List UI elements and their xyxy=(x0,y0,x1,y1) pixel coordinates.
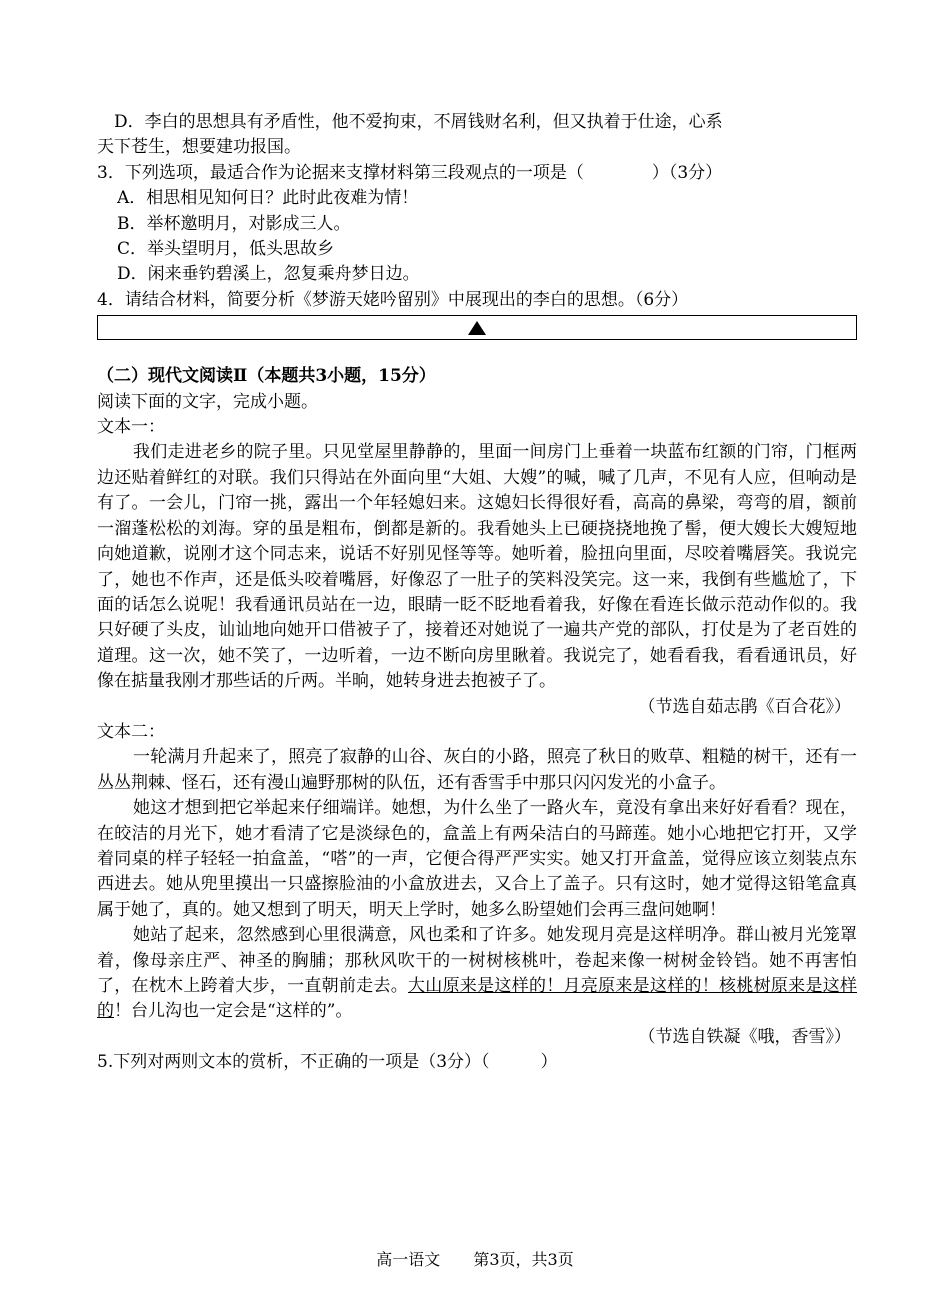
footer-page-number: 第3页，共3页 xyxy=(473,1250,574,1269)
footer-subject: 高一语文 xyxy=(376,1250,441,1269)
q5-stem: 5.下列对两则文本的赏析，不正确的一项是（3分）（ ） xyxy=(97,1052,558,1073)
q3-option-b: B．举杯邀明月，对影成三人。 xyxy=(117,213,351,234)
exam-page xyxy=(97,110,857,1076)
text2-paragraph-3 xyxy=(97,923,857,1025)
q2-option-d-line1: D．李白的思想具有矛盾性，他不爱拘束，不屑钱财名利，但又执着于仕途，心系 xyxy=(97,112,723,132)
text1-source: （节选自茹志鹃《百合花》） xyxy=(638,696,851,717)
section-instruction: 阅读下面的文字，完成小题。 xyxy=(97,391,318,412)
page-footer xyxy=(0,1247,950,1270)
text2-source: （节选自铁凝《哦，香雪》） xyxy=(638,1026,851,1047)
q3-option-a: A．相思相见知何日？此时此夜难为情！ xyxy=(117,188,419,209)
q3-option-d: D．闲来垂钓碧溪上，忽复乘舟梦日边。 xyxy=(117,264,420,285)
text2-label: 文本二： xyxy=(97,721,165,742)
text1-paragraph: 我们走进老乡的院子里。只见堂屋里静静的，里面一间房门上垂着一块蓝布红额的门帘，门框两边还贴着鲜红的对联。我们只得站在外面向里“大姐、大嫂”的喊，喊了几声，不见有人应，但响动是有了。一会儿，门帘一挑，露出一个年轻媳妇来。这媳妇长得很好看，高高的鼻梁，弯弯的眉，额前一溜蓬松松的刘海。穿的虽是粗布，倒都是新的。我看她头上已硬挠挠地挽了髻，便大嫂长大嫂短地向她道歉，说刚才这个同志来，说话不好别见怪等等。她听着，脸扭向里面，尽咬着嘴唇笑。我说完了，她也不作声，还是低头咬着嘴唇，好像忍了一肚子的笑料没笑完。这一来，我倒有些尴尬了，下面的话怎么说呢！我看通讯员站在一边，眼睛一眨不眨地看着我，好像在看连长做示范动作似的。我只好硬了头皮，讪讪地向她开口借被子了，接着还对她说了一遍共产党的部队，打仗是为了老百姓的道理。这一次，她不笑了，一边听着，一边不断向房里瞅着。我说完了，她看看我，看看通讯员，好像在掂量我刚才那些话的斤两。半晌，她转身进去抱被子了。 xyxy=(97,442,857,692)
text1-label: 文本一： xyxy=(97,417,165,438)
text2-paragraph-2: 她这才想到把它举起来仔细端详。她想，为什么坐了一路火车，竟没有拿出来好好看看？现在，在皎洁的月光下，她才看清了它是淡绿色的，盒盖上有两朵洁白的马蹄莲。她小心地把它打开，又学着同桌的样子轻轻一拍盒盖，“嗒”的一声，它便合得严严实实。她又打开盒盖，觉得应该立刻装点东西进去。她从兜里摸出一只盛擦脸油的小盒放进去，又合上了盖子。只有这时，她才觉得这铅笔盒真属于她了，真的。她又想到了明天，明天上学时，她多么盼望她们会再三盘问她啊！ xyxy=(97,798,857,920)
q3-stem: 3．下列选项，最适合作为论据来支撑材料第三段观点的一项是（ ）（3分） xyxy=(97,162,723,183)
q2-option-d-line2: 天下苍生，想要建功报国。 xyxy=(97,137,301,158)
answer-box[interactable] xyxy=(97,315,857,340)
q3-option-c: C．举头望明月，低头思故乡 xyxy=(117,239,335,260)
q4-stem: 4．请结合材料，简要分析《梦游天姥吟留别》中展现出的李白的思想。（6分） xyxy=(97,289,689,310)
text2-p3-before: 她站了起来，忽然感到心里很满意，风也柔和了许多。她发现月亮是这样明净。群山被月光笼罩着，像母亲庄严、神圣的胸脯；那秋风吹干的一树树核桃叶，卷起来像一树树金铃铛。她不再害怕了，在枕木上跨着大步，一直朝前走去。 xyxy=(97,925,857,996)
section-heading: （二）现代文阅读Ⅱ（本题共3小题，15分） xyxy=(97,366,436,387)
text2-p3-underlined: 大山原来是这样的！月亮原来是这样的！核桃树原来是这样的 xyxy=(97,976,858,1022)
triangle-icon xyxy=(468,321,486,335)
text2-paragraph-1: 一轮满月升起来了，照亮了寂静的山谷、灰白的小路，照亮了秋日的败草、粗糙的树干，还有一丛丛荆棘、怪石，还有漫山遍野那树的队伍，还有香雪手中那只闪闪发光的小盒子。 xyxy=(97,747,857,793)
text2-p3-after: ！台儿沟也一定会是“这样的”。 xyxy=(114,1001,353,1022)
